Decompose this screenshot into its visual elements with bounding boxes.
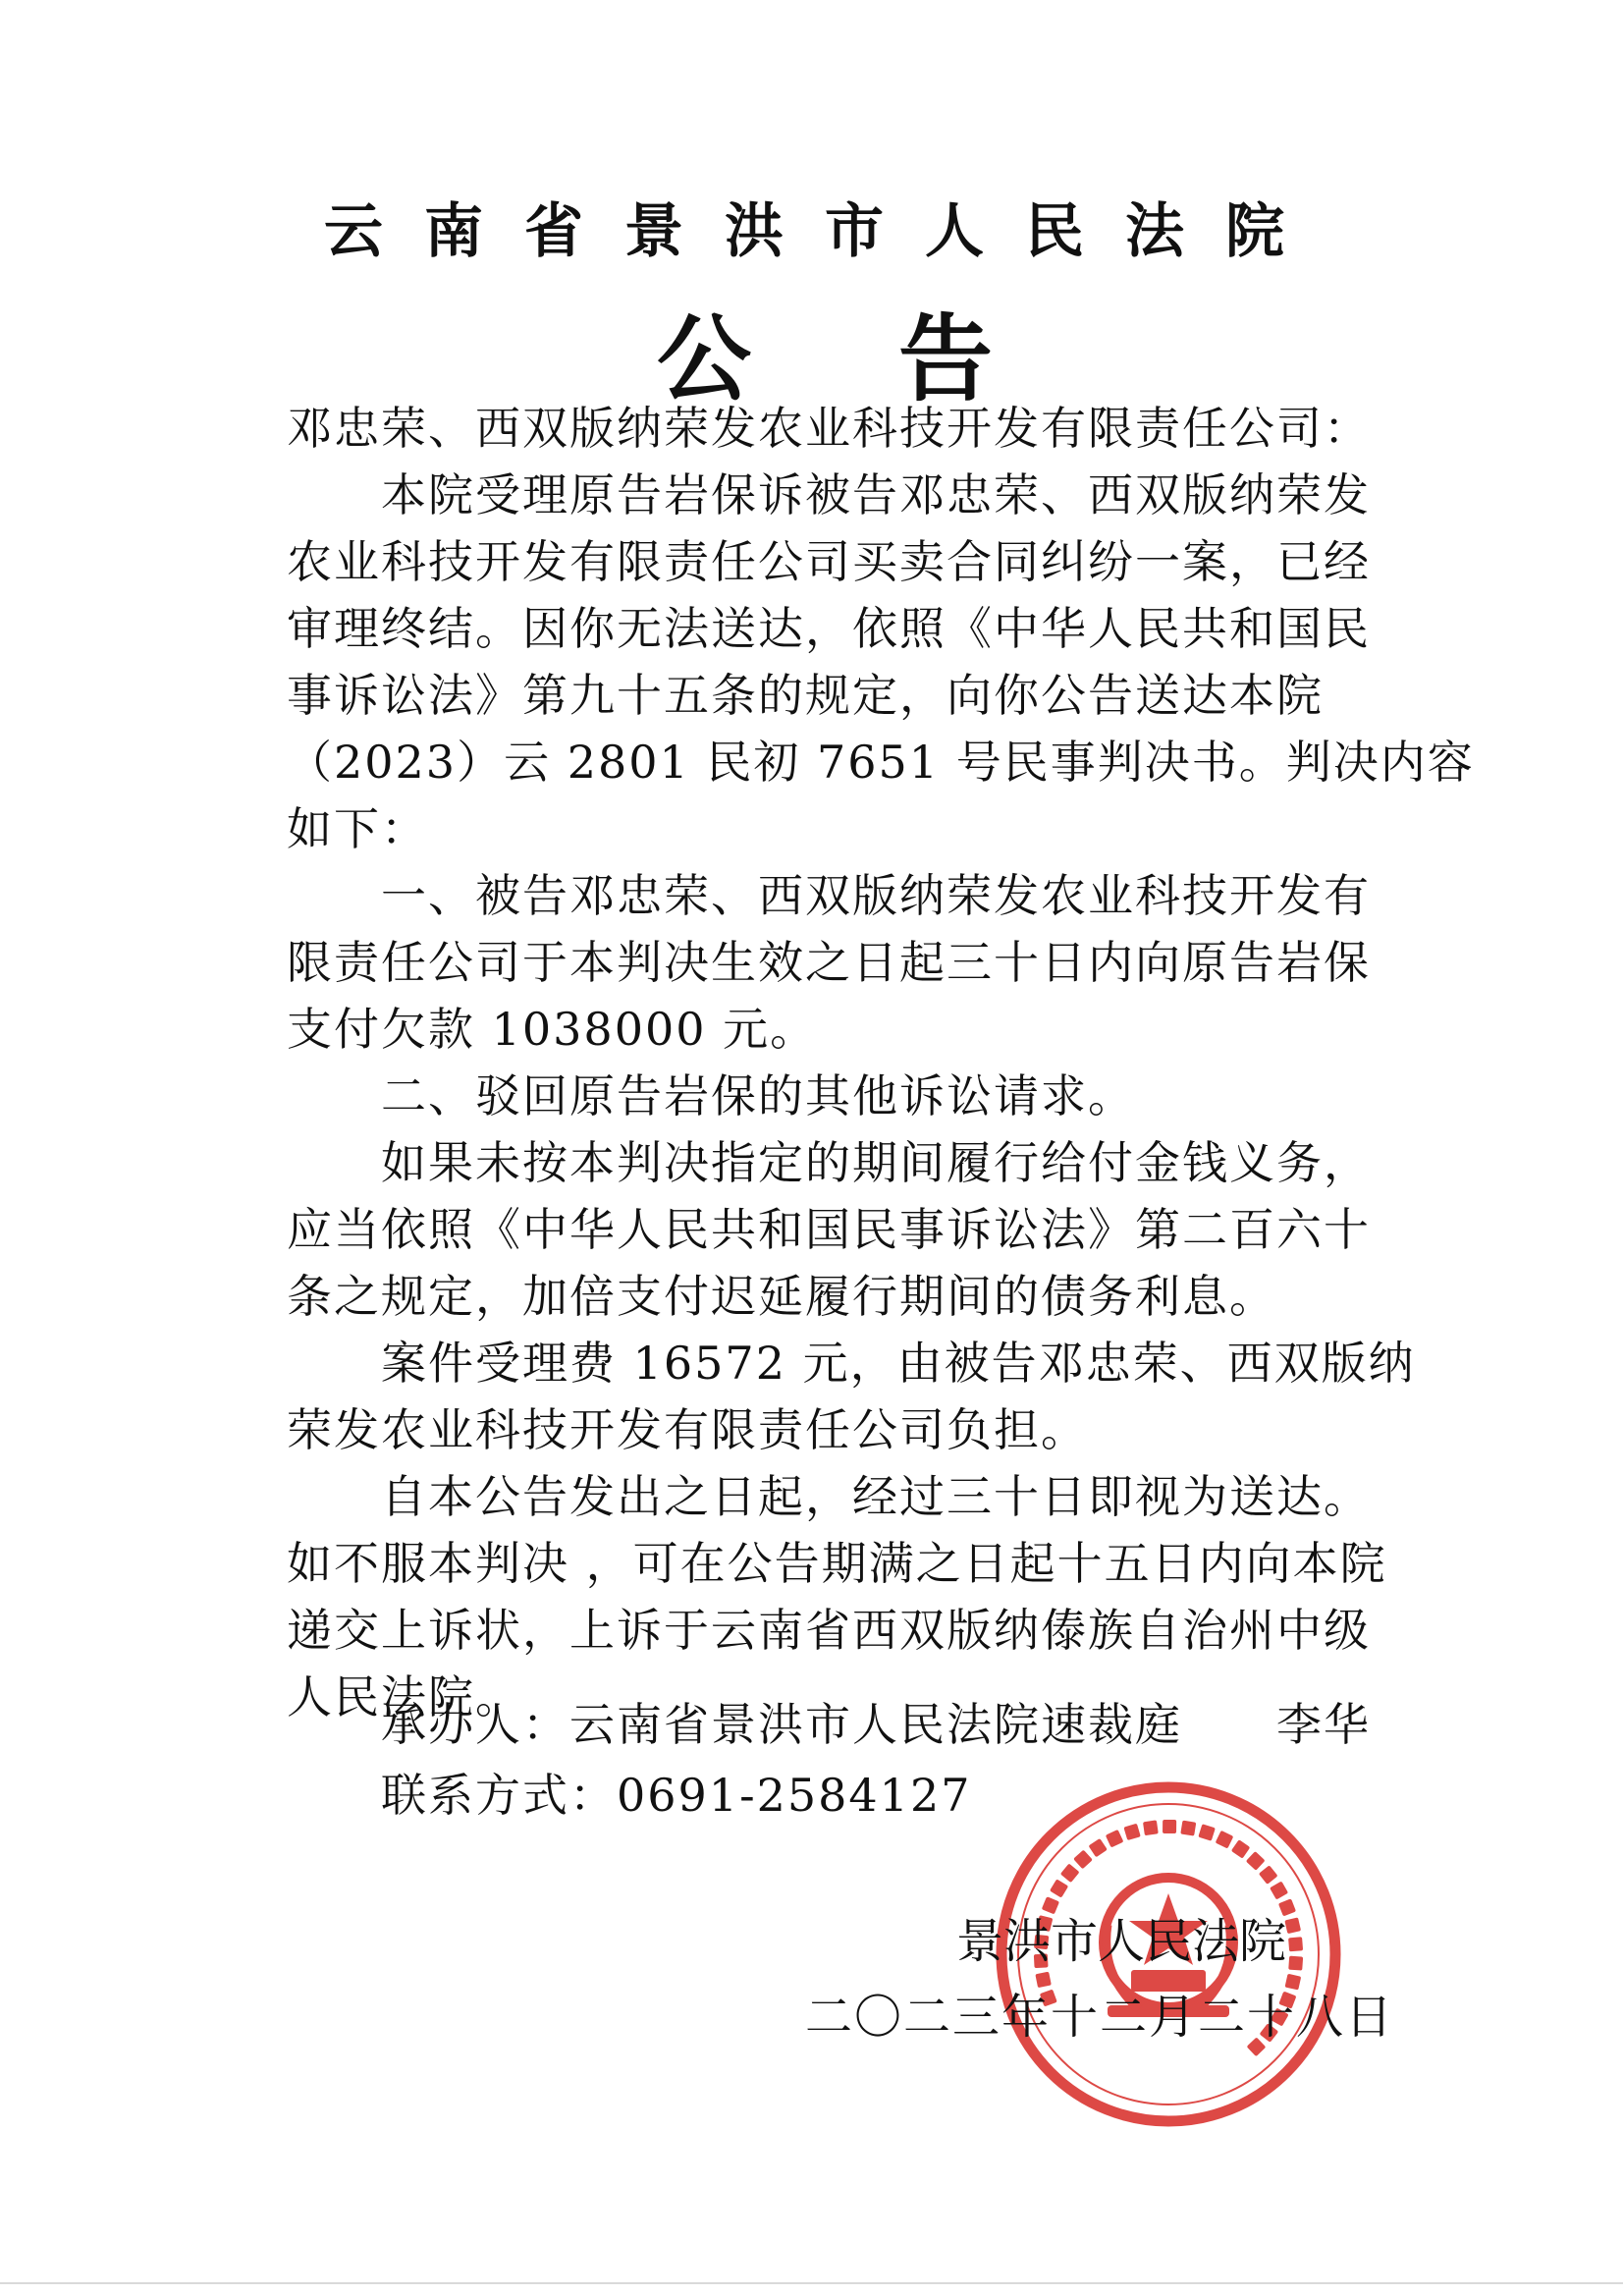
seal-ring-glyph: [1270, 1881, 1288, 1899]
seal-ring-glyph: [1198, 1824, 1216, 1841]
notice-body: [287, 395, 1475, 1730]
body-line: 如下：: [287, 802, 428, 855]
seal-ring-glyph: [1123, 1824, 1140, 1840]
seal-ring-glyph: [1246, 1851, 1266, 1871]
seal-ring-glyph: [1060, 1863, 1080, 1883]
body-line: 案件受理费 16572 元，由被告邓忠荣、西双版纳: [381, 1337, 1416, 1390]
body-line: 荣发农业科技开发有限责任公司负担。: [287, 1403, 1088, 1456]
notice-title: 公告: [657, 304, 1140, 414]
signature-block: [805, 1900, 1394, 2051]
seal-ring-glyph: [1073, 1850, 1093, 1870]
seal-ring-glyph: [1216, 1831, 1234, 1849]
body-line: 支付欠款 1038000 元。: [287, 1003, 818, 1056]
seal-ring-glyph: [1143, 1820, 1159, 1835]
body-line: 一、被告邓忠荣、西双版纳荣发农业科技开发有: [381, 869, 1371, 922]
body-line: 如果未按本判决指定的期间履行给付金钱义务，: [381, 1136, 1371, 1189]
body-line: 邓忠荣、西双版纳荣发农业科技开发有限责任公司：: [287, 402, 1371, 455]
seal-ring-glyph: [1231, 1839, 1250, 1858]
signature-court: 景洪市人民法院: [955, 1914, 1286, 1969]
court-name-heading: 云南省景洪市人民法院: [324, 197, 1325, 266]
seal-ring-glyph: [1106, 1830, 1124, 1848]
body-line: 二、驳回原告岩保的其他诉讼请求。: [381, 1069, 1135, 1122]
seal-ring-glyph: [1163, 1820, 1176, 1833]
body-line: 农业科技开发有限责任公司买卖合同纠纷一案，已经: [287, 535, 1371, 588]
body-line: 应当依照《中华人民共和国民事诉讼法》第二百六十: [287, 1203, 1371, 1256]
seal-ring-glyph: [1259, 1865, 1278, 1885]
body-line: 自本公告发出之日起，经过三十日即视为送达。: [381, 1470, 1371, 1523]
phone-line: 联系方式：0691-2584127: [381, 1769, 972, 1822]
body-line: 如不服本判决 ，可在公告期满之日起十五日内向本院: [287, 1537, 1387, 1590]
seal-ring-glyph: [1088, 1838, 1107, 1857]
body-line: 条之规定，加倍支付迟延履行期间的债务利息。: [287, 1270, 1276, 1323]
body-line: 人民法院。: [287, 1670, 522, 1723]
body-line: 事诉讼法》第九十五条的规定，向你公告送达本院: [287, 669, 1324, 722]
signature-date: 二〇二三年十二月二十八日: [805, 1990, 1395, 2045]
body-line: 限责任公司于本判决生效之日起三十日内向原告岩保: [287, 936, 1371, 989]
body-line: 本院受理原告岩保诉被告邓忠荣、西双版纳荣发: [381, 468, 1371, 521]
body-line: 审理终结。因你无法送达，依照《中华人民共和国民: [287, 602, 1371, 655]
page-bottom-rule: [0, 2282, 1623, 2284]
body-line: 递交上诉状，上诉于云南省西双版纳傣族自治州中级: [287, 1604, 1371, 1657]
seal-ring-glyph: [1180, 1821, 1196, 1836]
body-line: （2023）云 2801 民初 7651 号民事判决书。判决内容: [287, 736, 1475, 789]
handler-line: 承办人：云南省景洪市人民法院速裁庭 李华: [381, 1698, 1371, 1751]
seal-ring-glyph: [1050, 1879, 1068, 1897]
